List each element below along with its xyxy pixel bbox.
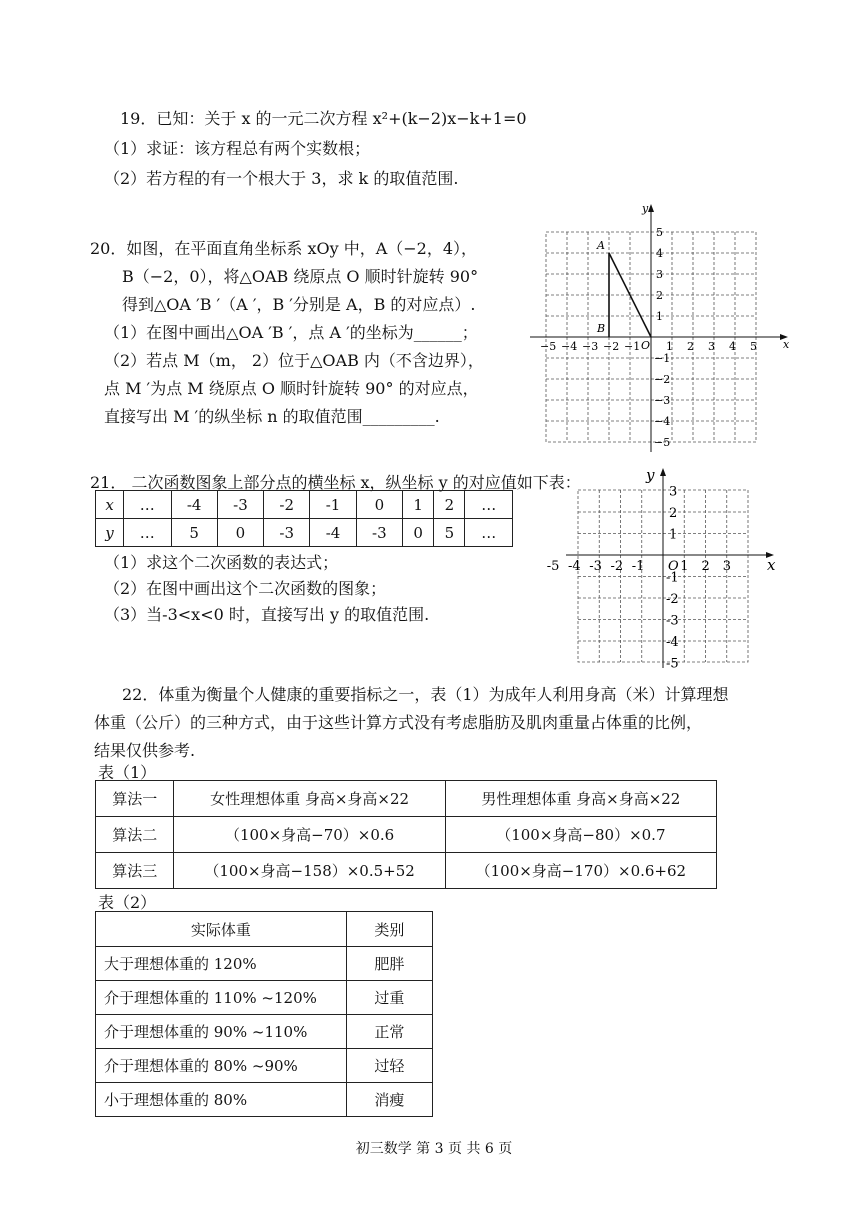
axis-x-label: x [783, 338, 790, 351]
origin-label: O [641, 339, 651, 352]
table-cell: … [465, 519, 513, 547]
table-cell: 算法二 [96, 817, 174, 853]
table-cell: （100×身高−170）×0.6+62 [445, 853, 716, 889]
q21-part-2: （2）在图中画出这个二次函数的图象； [104, 579, 387, 598]
x-tick-label: -3 [589, 559, 602, 574]
x-tick-label: 1 [680, 559, 689, 574]
x-tick-label: 5 [750, 340, 757, 353]
table-header-cell: 类别 [346, 912, 432, 947]
table-header-cell: 实际体重 [96, 912, 347, 947]
axis-y-label: y [646, 466, 655, 484]
q20-line-3: 得到△OA ′B ′（A ′，B ′分别是 A，B 的对应点）. [122, 295, 476, 314]
table-cell: -1 [310, 491, 356, 519]
table2-caption: 表（2） [98, 893, 157, 912]
q20-coordinate-grid [520, 200, 792, 462]
table-cell: -3 [217, 491, 263, 519]
q20-line-5: （2）若点 M（m， 2）位于△OAB 内（不含边界）， [104, 351, 484, 370]
x-tick-label: -2 [610, 559, 624, 574]
y-tick-label: −3 [654, 394, 671, 407]
table-cell: -3 [264, 519, 310, 547]
q20-line-6: 点 M ′为点 M 绕原点 O 顺时针旋转 90° 的对应点， [104, 379, 479, 398]
x-tick-label: -5 [546, 559, 560, 574]
table-cell: 正常 [346, 1015, 432, 1049]
table-cell: -2 [264, 491, 310, 519]
table-cell: … [465, 491, 513, 519]
y-tick-label: 2 [656, 289, 663, 302]
table-cell: 算法一 [96, 781, 174, 817]
table-cell: 女性理想体重 身高×身高×22 [174, 781, 445, 817]
x-tick-label: -4 [568, 559, 581, 574]
table-1 [95, 780, 717, 889]
table-cell: 0 [356, 491, 402, 519]
x-tick-label: −4 [561, 340, 578, 353]
table-cell: 男性理想体重 身高×身高×22 [445, 781, 716, 817]
table-row [96, 781, 717, 817]
table-cell: 大于理想体重的 120% [96, 947, 347, 981]
y-tick-label: 5 [656, 226, 663, 239]
table-cell: y [96, 519, 124, 547]
table-cell: -3 [356, 519, 402, 547]
x-tick-label: -1 [631, 559, 645, 574]
table-cell: 介于理想体重的 110% ~120% [96, 981, 347, 1015]
table-cell: 小于理想体重的 80% [96, 1083, 347, 1117]
table-row-y [96, 519, 513, 547]
y-tick-label: 4 [656, 247, 663, 260]
table-cell: 消瘦 [346, 1083, 432, 1117]
q20-line-4: （1）在图中画出△OA ′B ′，点 A ′的坐标为______； [104, 323, 478, 342]
table-cell: x [96, 491, 124, 519]
origin-label: O [668, 559, 679, 574]
x-tick-label: 3 [708, 340, 715, 353]
table1-caption: 表（1） [98, 763, 157, 782]
axis-y-label: y [642, 202, 649, 215]
q21-value-table [95, 490, 513, 547]
point-b-label: B [597, 322, 606, 335]
y-tick-label: -4 [666, 635, 679, 650]
q21-part-1: （1）求这个二次函数的表达式； [104, 553, 339, 572]
table-row [96, 1083, 433, 1117]
table-cell: 0 [402, 519, 433, 547]
table-row [96, 1049, 433, 1083]
q20-line-1: 20．如图，在平面直角坐标系 xOy 中，A（−2，4）， [90, 239, 478, 258]
table-cell: （100×身高−158）×0.5+52 [174, 853, 445, 889]
x-tick-label: 2 [687, 340, 694, 353]
y-tick-label: -2 [666, 592, 679, 607]
x-tick-label: −5 [540, 340, 557, 353]
y-tick-label: −4 [654, 415, 671, 428]
y-tick-label: −5 [654, 436, 671, 449]
x-tick-label: 4 [729, 340, 736, 353]
y-tick-label: -5 [666, 656, 679, 672]
table-row-x [96, 491, 513, 519]
table-row [96, 1015, 433, 1049]
table-row [96, 853, 717, 889]
y-tick-label: 2 [669, 506, 678, 521]
y-tick-label: 1 [669, 527, 678, 543]
x-tick-label: 3 [722, 559, 732, 574]
table-cell: … [124, 491, 171, 519]
x-tick-label: −1 [624, 340, 641, 353]
x-tick-label: 1 [666, 340, 673, 353]
table-row [96, 947, 433, 981]
x-tick-label: 2 [701, 559, 710, 574]
table-cell: 介于理想体重的 90% ~110% [96, 1015, 347, 1049]
table-2 [95, 911, 433, 1117]
table-cell: 5 [434, 519, 465, 547]
table-cell: （100×身高−70）×0.6 [174, 817, 445, 853]
axis-x-label: x [767, 556, 776, 574]
q20-line-7: 直接写出 M ′的纵坐标 n 的取值范围_________. [104, 407, 440, 426]
q22-line-3: 结果仅供参考. [94, 741, 196, 760]
table-cell: 肥胖 [346, 947, 432, 981]
q19-line-1: 19．已知：关于 x 的一元二次方程 x²+(k−2)x−k+1=0 [120, 109, 527, 128]
q19-line-3: （2）若方程的有一个根大于 3，求 k 的取值范围. [104, 169, 459, 188]
table-cell: -4 [310, 519, 356, 547]
table-cell: 0 [217, 519, 263, 547]
y-tick-label: 3 [656, 268, 663, 281]
table-cell: （100×身高−80）×0.7 [445, 817, 716, 853]
table-cell: 5 [171, 519, 217, 547]
y-tick-label: -3 [666, 613, 679, 629]
q22-line-2: 体重（公斤）的三种方式，由于这些计算方式没有考虑脂肪及肌肉重量占体重的比例， [94, 713, 703, 732]
table-cell: 过轻 [346, 1049, 432, 1083]
y-tick-label: 1 [656, 310, 663, 323]
table-cell: 过重 [346, 981, 432, 1015]
y-tick-label: 3 [669, 484, 678, 500]
q20-line-2: B（−2，0），将△OAB 绕原点 O 顺时针旋转 90° [122, 267, 479, 286]
q21-intro: 21． 二次函数图象上部分点的横坐标 x，纵坐标 y 的对应值如下表： [90, 473, 581, 492]
y-tick-label: -1 [666, 570, 679, 586]
table-header-row [96, 912, 433, 947]
q19-line-2: （1）求证：该方程总有两个实数根； [104, 139, 371, 158]
table-row [96, 817, 717, 853]
table-cell: 2 [434, 491, 465, 519]
y-tick-label: −1 [654, 352, 671, 365]
table-cell: … [124, 519, 171, 547]
x-tick-label: −2 [603, 340, 620, 353]
x-tick-label: −3 [582, 340, 599, 353]
table-row [96, 981, 433, 1015]
table-cell: 介于理想体重的 80% ~90% [96, 1049, 347, 1083]
q21-part-3: （3）当-3<x<0 时，直接写出 y 的取值范围. [104, 605, 430, 624]
table-cell: 1 [402, 491, 433, 519]
point-a-label: A [597, 239, 605, 252]
y-tick-label: −2 [654, 373, 671, 386]
q22-line-1: 22．体重为衡量个人健康的重要指标之一，表（1）为成年人利用身高（米）计算理想 [122, 685, 729, 704]
table-cell: 算法三 [96, 853, 174, 889]
page-footer: 初三数学 第 3 页 共 6 页 [355, 1141, 513, 1157]
table-cell: -4 [171, 491, 217, 519]
q21-coordinate-grid [546, 464, 790, 672]
